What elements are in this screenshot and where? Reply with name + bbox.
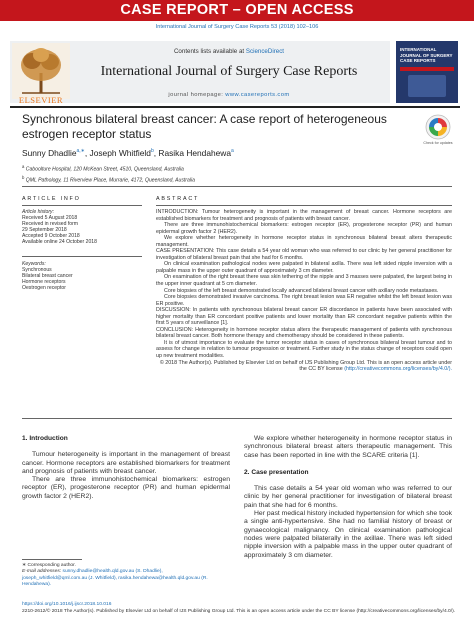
right-column xyxy=(244,435,452,560)
body-paragraph: We explore whether heterogeneity in hormone receptor status in synchronous bilateral breast alters therapeutic management. This case has been reported in line with the SCARE criteria [1]. xyxy=(244,435,452,459)
homepage-prefix: journal homepage: xyxy=(168,92,226,98)
page-footer xyxy=(22,602,462,615)
history-line: Available online 24 October 2018 xyxy=(22,239,97,246)
footnote-rule xyxy=(22,559,82,560)
author-marks: a,∗ xyxy=(76,148,85,155)
article-info-heading: ARTICLE INFO xyxy=(22,196,81,202)
footnote xyxy=(22,563,222,588)
keywords-rule xyxy=(22,256,142,257)
abstract-paragraph: We explore whether heterogeneity in hormone receptor status in synchronous bilateral breast alters therapeutic management. xyxy=(156,235,452,248)
body-paragraph: Tumour heterogeneity is important in the management of breast cancer. Hormone receptors are established biomarkers for treatment and prognosis of patients with breast cancer. xyxy=(22,451,230,475)
author-name[interactable]: Sunny Dhadlie xyxy=(22,148,77,158)
abstract-paragraph: Core biopsies of the left breast demonstrated locally advanced bilateral breast cancer with axillary node metastases. xyxy=(164,287,439,294)
email-links[interactable]: sunny.dhadlie@health.qld.gov.au (S. Dhadlie), joseph_whitfield@qml.com.au (J. Whitfield), rasika.hendahewa@health.qld.gov.au (R. Hendahewa). xyxy=(22,569,208,587)
abstract-paragraph: On clinical examination pathological nodes were palpated in bilateral axilla. There was left sided nipple inversion with a palpable mass in the upper outer quadrant of approximately 3 cm diameter. xyxy=(156,261,452,274)
author-list: Sunny Dhadlie$^{a,∗}$, Joseph Whitfield$^b$, Rasika Hendahewa$^a$ xyxy=(22,148,234,158)
abstract-rule xyxy=(156,205,452,206)
affiliations xyxy=(22,163,442,186)
abstract-paragraph: DISCUSSION: In patients with synchronous bilateral breast cancer ER discordance in patients have been associated with higher mortality than ER concordant positive patients and lower mortality than ER concordant negative patients within the first 5 years of surveillance [1]. xyxy=(156,307,452,327)
sciencedirect-link[interactable]: ScienceDirect xyxy=(245,48,285,55)
email-note: E-mail addresses: sunny.dhadlie@health.qld.gov.au (S. Dhadlie), joseph_whitfield@qml.com.au (J. Whitfield), rasika.hendahewa@health.qld.gov.au (R. Hendahewa). xyxy=(22,569,208,587)
keyword-item: Synchronous xyxy=(22,267,52,274)
history-line: Accepted 9 October 2018 xyxy=(22,233,80,240)
article-title: Synchronous bilateral breast cancer: A case report of heterogeneous estrogen receptor status xyxy=(22,112,387,141)
copyright-notice: © 2018 The Author(s). Published by Elsevier Ltd on behalf of IJS Publishing Group Ltd. This is an open access article under the CC BY license (http://creativecommons.org/licenses/by/4.0/). xyxy=(159,359,452,373)
doi-link[interactable]: https://doi.org/10.1016/j.ijscr.2018.10.016 xyxy=(22,602,112,607)
crossmark-icon[interactable] xyxy=(424,114,452,144)
author-marks: b xyxy=(150,148,154,155)
license-link[interactable]: (http://creativecommons.org/licenses/by/4.0/). xyxy=(344,366,452,373)
elsevier-tree-logo xyxy=(12,43,70,99)
body-paragraph: Her past medical history included hypertension for which she took a single anti-hypertensive. She had no familial history of breast or gynaecological malignancy. On clinical examination pathological nodes were palpated bilaterally in the axillae. There was left sided nipple inversion with a palpable mass in the upper outer quadrant of approximately 3 cm diameter. xyxy=(244,510,452,559)
history-line: Received in revised form xyxy=(22,221,79,228)
abstract-paragraph: INTRODUCTION: Tumour heterogeneity is important in the management of breast cancer. Hormone receptors are established biomarkers for treatment and prognosis of patients with breast cancer. xyxy=(156,209,452,222)
contents-line xyxy=(74,48,384,55)
body-paragraph: There are three immunohistochemical biomarkers: estrogen receptor (ER), progesterone receptor (PR) and human epidermal growth factor 2 (HER2). xyxy=(22,476,230,500)
homepage-url-link[interactable]: www.casereports.com xyxy=(225,92,290,98)
crossmark-label: Check for updates xyxy=(423,141,453,145)
affil-divider xyxy=(22,186,452,187)
body-paragraph: This case details a 54 year old woman who was referred to our clinic by her general practitioner for investigation of bilateral breast pain that she had for 6 months. xyxy=(244,485,452,509)
journal-homepage xyxy=(74,92,384,98)
abstract-paragraph: CASE PRESENTATION: This case details a 54 year old woman who was referred to our clinic by her general practitioner for investigation of bilateral breast pain that she had for 6 months. xyxy=(156,248,452,261)
keyword-item: Oestrogen receptor xyxy=(22,285,66,292)
cover-stripe xyxy=(400,67,454,71)
contents-prefix: Contents lists available at xyxy=(173,48,246,55)
abstract-paragraph: There are three immunohistochemical biomarkers: estrogen receptor (ER), progesterone receptor (PR) and human epidermal growth factor 2 (HER2). xyxy=(156,222,452,235)
journal-title: International Journal of Surgery Case Reports xyxy=(100,64,358,79)
abstract-paragraph: CONCLUSION: Heterogeneity in hormone receptor status alters the therapeutic management of patients with synchronous bilateral breast cancer. Both hormone therapy and chemotherapy should be considered in these patients. xyxy=(156,326,452,340)
affiliation-item: $^b$ QML Pathology, 11 Riverview Place, Murrarie, 4172, Queensland, Australia xyxy=(22,175,195,184)
author-name[interactable]: Joseph Whitfield xyxy=(89,148,151,158)
keywords-label: Keywords: xyxy=(22,261,46,267)
affiliation-item: $^a$ Caboolture Hospital, 120 McKean Street, 4510, Queensland, Australia xyxy=(22,164,184,173)
elsevier-wordmark: ELSEVIER xyxy=(18,95,64,105)
introduction-heading: 1. Introduction xyxy=(22,435,68,442)
abstract-end-divider xyxy=(22,418,452,419)
journal-cover-image xyxy=(396,41,458,103)
history-line: Received 5 August 2018 xyxy=(22,215,78,222)
cover-graphic xyxy=(408,75,446,97)
left-column xyxy=(22,435,230,501)
keyword-item: Hormone receptors xyxy=(22,279,66,286)
case-report-banner: CASE REPORT – OPEN ACCESS xyxy=(0,0,474,21)
article-info-rule xyxy=(22,205,142,206)
abstract-paragraph: Core biopsies demonstrated invasive carcinoma. The right breast lesion was ER negative whilst the left breast lesion was ER positive. xyxy=(156,294,452,307)
cover-title: INTERNATIONAL JOURNAL OF SURGERY CASE REPORTS xyxy=(400,47,453,63)
header-divider xyxy=(10,106,460,108)
author-name[interactable]: Rasika Hendahewa xyxy=(158,148,232,158)
keywords-block xyxy=(22,261,142,291)
history-label: Article history: xyxy=(22,209,54,215)
footer-license: 2210-2612/© 2018 The Author(s). Published by Elsevier Ltd on behalf of IJS Publishing Group Ltd. This is an open access article under the CC BY license (http://creativecommons.org/licenses/by/4.0/). xyxy=(22,608,456,614)
abstract-body xyxy=(156,209,452,373)
abstract-heading: ABSTRACT xyxy=(156,196,200,202)
article-history xyxy=(22,209,142,246)
case-presentation-heading: 2. Case presentation xyxy=(244,468,309,476)
abstract-paragraph: It is of utmost importance to evaluate the tumor receptor status in cases of synchronous bilateral breast tumour and to assess for change in relation to tumour progression or treatment. Further study in the status change of receptors could open up new treatment modalities. xyxy=(156,339,452,360)
journal-citation-link[interactable]: International Journal of Surgery Case Reports 53 (2018) 102–106 xyxy=(155,24,319,30)
corresponding-author-note: ∗ Corresponding author. xyxy=(22,563,76,568)
abstract-paragraph: On examination of the right breast there was skin tethering of the nipple and 3 masses were palpated, the largest being in the upper inner quadrant at 5 cm diameter. xyxy=(156,274,452,288)
history-line: 29 September 2018 xyxy=(22,227,67,234)
author-marks: a xyxy=(231,148,234,155)
keyword-item: Bilateral breast cancer xyxy=(22,273,73,280)
